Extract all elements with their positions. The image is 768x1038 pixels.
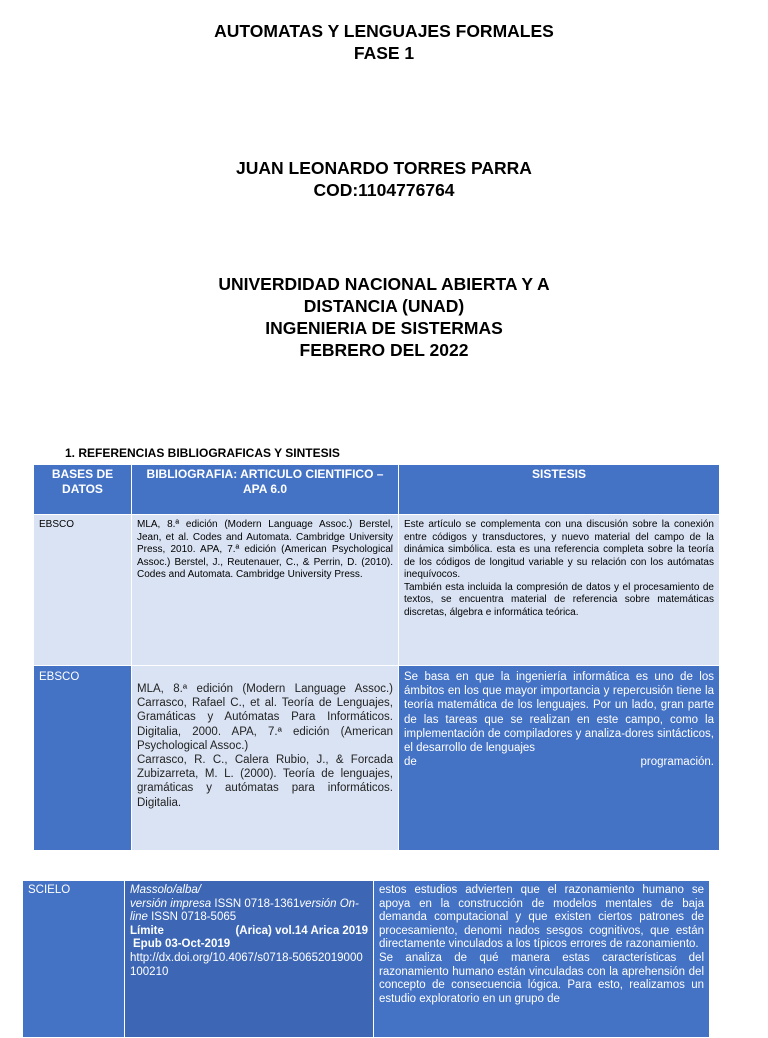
- bibliography-paragraph: Carrasco, R. C., Calera Rubio, J., & Forcada Zubizarreta, M. L. (2000). Teoría de lenguajes, gramáticas y autómatas para informáticos. Digitalia.: [137, 754, 393, 809]
- header-bibliography: BIBLIOGRAFIA: ARTICULO CIENTIFICO – APA 6.0: [132, 465, 399, 515]
- synthesis-paragraph: Se analiza de qué manera estas características del razonamiento humano están vinculadas con la aprehensión del concepto de consecuencia lógica. Para esto, realizamos un estudio exploratorio en un grupo de: [379, 951, 704, 1005]
- database-cell: EBSCO: [34, 515, 132, 666]
- database-cell: SCIELO: [23, 881, 125, 1038]
- table-row: [34, 666, 720, 851]
- synthesis-cell: [399, 515, 720, 666]
- synthesis-paragraph: Se basa en que la ingeniería informática es uno de los ámbitos en los que mayor importancia y repercusión tiene la teoría matemática de los lenguajes. Por un lado, gran parte de las tareas que se realizan en este campo, como la implementación de compiladores y analiza-dores sintácticos, el desarrollo de lenguajes: [404, 671, 714, 755]
- bibliography-paragraph: MLA, 8.ª edición (Modern Language Assoc.) Carrasco, Rafael C., et al. Teoría de Lenguajes, Gramáticas y Autómatas Para Informáticos. Digitalia, 2000. APA, 7.ª edición (American Psychological Assoc.): [137, 683, 393, 752]
- document-date: FEBRERO DEL 2022: [299, 340, 469, 360]
- document-title: [0, 20, 768, 64]
- bibliography-cell: MLA, 8.ª edición (Modern Language Assoc.) Berstel, Jean, et al. Codes and Automata. Cambridge University Press, 2010. APA, 7.ª edición (American Psychological Assoc.) Berstel, J., Reutenauer, C., & Perrin, D. (2010). Codes and Automata. Cambridge University Press.: [132, 515, 399, 666]
- author-name: JUAN LEONARDO TORRES PARRA: [236, 158, 532, 178]
- synthesis-cell: [374, 881, 710, 1038]
- bibliography-cell: [125, 881, 374, 1038]
- course-title: AUTOMATAS Y LENGUAJES FORMALES: [214, 21, 554, 41]
- journal-volume: (Arica) vol.14 Arica 2019: [235, 924, 368, 937]
- synthesis-paragraph: Este artículo se complementa con una discusión sobre la conexión entre códigos y transductores, y nuevo material del campo de la dinámica simbólica. esta es una referencia completa sobre la teoría de los códigos de longitud variable y su relación con los autómatas inequívocos.: [404, 519, 714, 580]
- university-line-2: DISTANCIA (UNAD): [303, 296, 465, 316]
- phase-title: FASE 1: [353, 43, 415, 63]
- synthesis-word: de: [404, 756, 417, 769]
- references-table: [33, 464, 720, 851]
- synthesis-cell: [399, 666, 720, 851]
- article-authors: Massolo/alba/: [130, 884, 201, 896]
- issn-info: versión impresa ISSN 0718-1361versión On-line ISSN 0718-5065: [130, 897, 359, 924]
- synthesis-paragraph: estos estudios advierten que el razonamiento humano se apoya en la construcción de modelos mentales de baja demanda computacional y que existen ciertos patrones de procesamiento, denomi nados sesgos cognitivos, que están directamente vinculados a los típicos errores de razonamiento.: [379, 884, 704, 951]
- synthesis-word: programación.: [640, 756, 714, 769]
- synthesis-paragraph: También esta incluida la compresión de datos y el procesamiento de textos, se encuentra material de referencia sobre matemáticas discretas, álgebra e informática teórica.: [404, 581, 714, 618]
- author-code: COD:1104776764: [313, 180, 455, 200]
- epub-date: Epub 03-Oct-2019: [133, 938, 231, 951]
- table-header-row: [34, 465, 720, 515]
- bibliography-cell: [132, 666, 399, 851]
- section-heading: 1. REFERENCIAS BIBLIOGRAFICAS Y SINTESIS: [65, 446, 340, 460]
- institution-info: [0, 273, 768, 361]
- table-row: [23, 881, 710, 1038]
- table-row: [34, 515, 720, 666]
- header-synthesis: SISTESIS: [399, 465, 720, 515]
- author-info: [0, 157, 768, 201]
- synthesis-last-line: [404, 755, 714, 769]
- scielo-table: [22, 880, 710, 1038]
- journal-name: Límite: [130, 924, 164, 937]
- database-cell: EBSCO: [34, 666, 132, 851]
- program-name: INGENIERIA DE SISTERMAS: [265, 318, 503, 338]
- university-line-1: UNIVERDIDAD NACIONAL ABIERTA Y A: [218, 274, 550, 294]
- header-databases: BASES DE DATOS: [34, 465, 132, 515]
- journal-info: [130, 925, 368, 939]
- doi-link[interactable]: http://dx.doi.org/10.4067/s0718-50652019000100210: [130, 951, 363, 978]
